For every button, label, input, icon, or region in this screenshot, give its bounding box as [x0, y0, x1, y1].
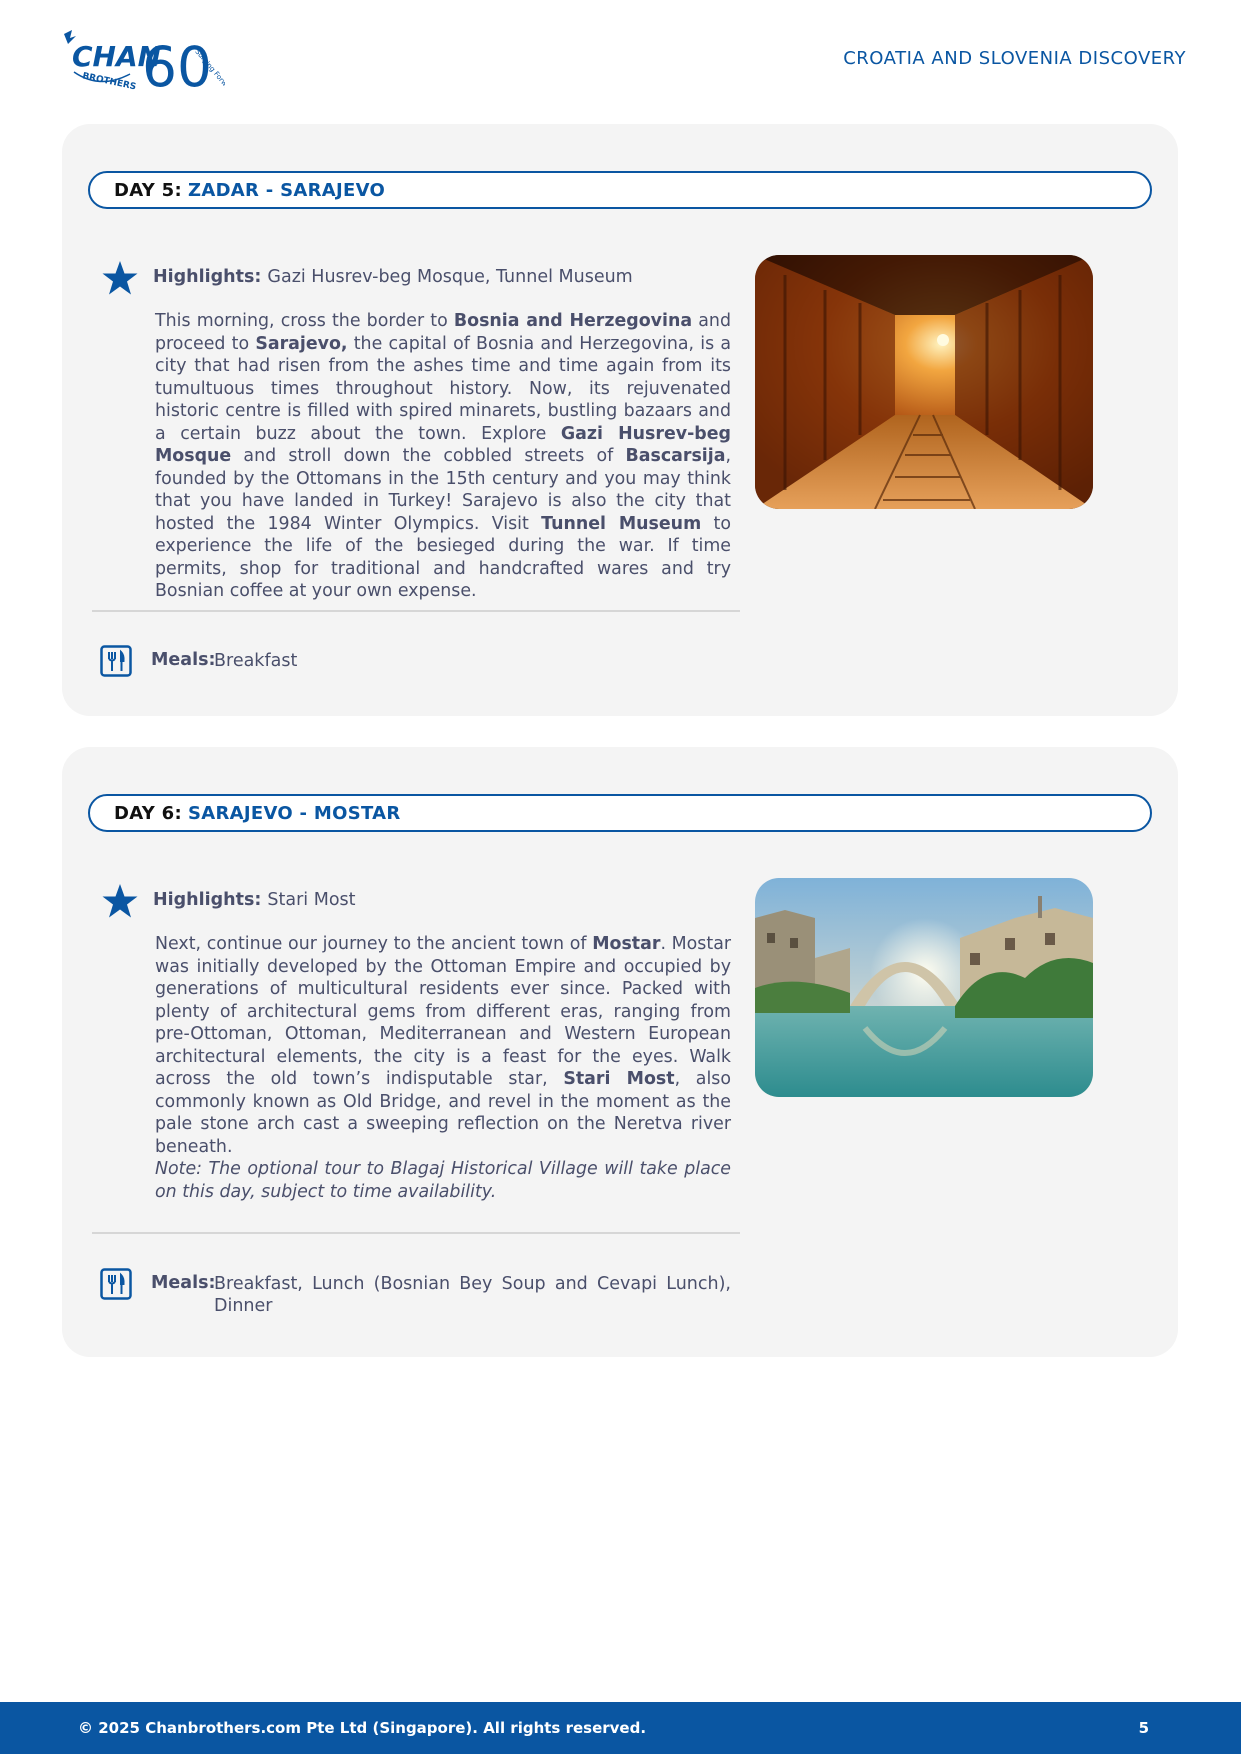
svg-text:BROTHERS: BROTHERS: [81, 71, 137, 93]
day-description: Next, continue our journey to the ancient town of Mostar. Mostar was initially developed by the Ottoman Empire and occupied by generations of multicultural residents ever since. Packed with plenty of architectural gems from different eras, ranging from pre-Ottoman, Ottoman, Mediterranean and Western European architectural elements, the city is a feast for the eyes. Walk across the old town’s indisputable star, Stari Most, also commonly known as Old Bridge, and revel in the moment as the pale stone arch cast a sweeping reflection on the Neretva river beneath.: [155, 934, 731, 1157]
bridge-photo: [755, 878, 1093, 1097]
star-icon: [102, 260, 138, 296]
svg-text:CHAN: CHAN: [72, 40, 162, 73]
divider: [92, 1232, 740, 1234]
day-route: SARAJEVO - MOSTAR: [187, 802, 401, 824]
day-route: ZADAR - SARAJEVO: [187, 179, 386, 201]
meals-label: Meals:: [151, 650, 216, 670]
svg-text:60: 60: [142, 35, 212, 96]
utensils-icon: [100, 645, 132, 677]
highlights-value: Stari Most: [267, 890, 356, 910]
day-header: [88, 171, 1152, 209]
star-icon: [102, 883, 138, 919]
page-footer: [0, 1702, 1241, 1754]
highlights-value: Gazi Husrev-beg Mosque, Tunnel Museum: [267, 267, 633, 287]
highlights-line: [153, 267, 633, 287]
day-note: Note: The optional tour to Blagaj Historical Village will take place on this day, subject to time availability.: [155, 1159, 731, 1202]
meals-value: Breakfast: [214, 651, 298, 671]
document-title: CROATIA AND SLOVENIA DISCOVERY: [843, 48, 1186, 69]
brand-logo: [60, 28, 225, 96]
highlights-label: Highlights:: [153, 890, 262, 910]
day-number: DAY 6:: [114, 802, 182, 824]
day-header: [88, 794, 1152, 832]
day-card-5: [62, 124, 1178, 716]
day-number: DAY 5:: [114, 179, 182, 201]
divider: [92, 610, 740, 612]
day-description: This morning, cross the border to Bosnia and Herzegovina and proceed to Sarajevo, the capital of Bosnia and Herzegovina, is a city that had risen from the ashes time and time again from its tumultuous times throughout history. Now, its rejuvenated historic centre is filled with spired minarets, bustling bazaars and a certain buzz about the town. Explore Gazi Husrev-beg Mosque and stroll down the cobbled streets of Bascarsija, founded by the Ottomans in the 15th century and you may think that you have landed in Turkey! Sarajevo is also the city that hosted the 1984 Winter Olympics. Visit Tunnel Museum to experience the life of the besieged during the war. If time permits, shop for traditional and handcrafted wares and try Bosnian coffee at your own expense.: [155, 311, 731, 601]
tunnel-photo: [755, 255, 1093, 509]
day-card-6: [62, 747, 1178, 1357]
page-number: 5: [1138, 1719, 1149, 1737]
meals-value: Breakfast, Lunch (Bosnian Bey Soup and Cevapi Lunch), Dinner: [214, 1274, 731, 1316]
utensils-icon: [100, 1268, 132, 1300]
copyright-text: © 2025 Chanbrothers.com Pte Ltd (Singapore). All rights reserved.: [78, 1719, 647, 1737]
svg-text:Surging Forward: Surging Forward: [193, 47, 225, 96]
highlights-label: Highlights:: [153, 267, 262, 287]
highlights-line: [153, 890, 356, 910]
meals-label: Meals:: [151, 1273, 216, 1293]
